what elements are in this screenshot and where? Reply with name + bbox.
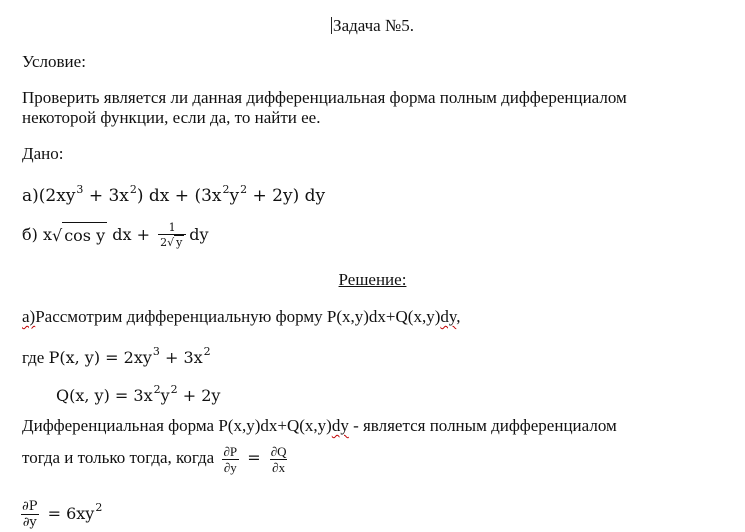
solution-a: а)Рассмотрим дифференциальную форму P(x,y)dx+Q(x,y)dy, <box>22 307 461 326</box>
text-cursor <box>331 17 332 34</box>
statement-line-2: тогда и только тогда, когда $\frac{\partial P}{\partial y}$ = $\frac{\partial Q}{\partial x}$ <box>22 443 287 475</box>
condition-line-1: Проверить является ли данная дифференциальная форма полным дифференциалом <box>22 88 627 107</box>
given-heading: Дано: <box>22 144 64 163</box>
fraction-dq-dx: $\frac{\partial Q}{\partial x}$ <box>270 443 287 475</box>
derivative-dp-dy: $\frac{\partial P}{\partial y}$ = $6xy^2$ <box>22 499 103 530</box>
condition-line-2: некоторой функции, если да, то найти ее. <box>22 108 321 127</box>
statement-line-1: Дифференциальная форма P(x,y)dx+Q(x,y)dy - является полным дифференциалом <box>22 416 617 435</box>
given-item-b: б) x√ cos y dx + $\frac{1}{2√ y}$ dy <box>22 221 209 249</box>
solution-heading: Решение: <box>338 270 407 289</box>
fraction-dp-dy-result: $\frac{\partial P}{\partial y}$ <box>22 499 38 530</box>
fraction-dp-dy: $\frac{\partial P}{\partial y}$ <box>223 443 238 475</box>
task-title: Задача №5. <box>333 16 414 35</box>
condition-heading: Условие: <box>22 52 86 71</box>
p-definition: где P(x, $y) = 2xy^3 + 3x^2$ <box>22 345 211 367</box>
given-item-a: $а)(2xy^3 + 3x^2)$ dx + $(3x^2y^2 + 2y)$ dy <box>22 183 326 206</box>
fraction: $\frac{1}{2√ y}$ <box>158 222 186 249</box>
sqrt-symbol: √ cos y <box>52 222 107 249</box>
q-definition: Q(x, $y) = 3x^2y^2 + 2y$ <box>56 383 221 405</box>
